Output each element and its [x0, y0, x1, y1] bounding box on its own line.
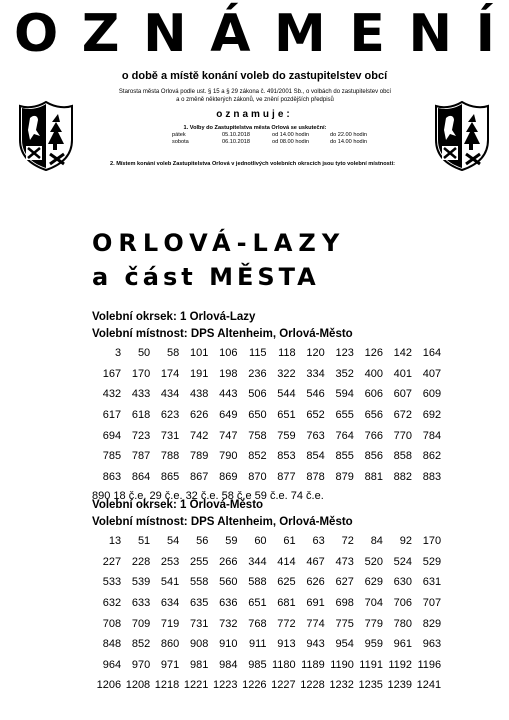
house-number: 142: [393, 347, 413, 360]
house-number: 1232: [329, 679, 354, 692]
house-number: 774: [306, 617, 325, 630]
house-number: 407: [422, 367, 442, 380]
section-okrsek: Volební okrsek: 1 Orlová-Město: [92, 499, 264, 511]
house-number: 708: [102, 617, 122, 630]
house-number: 878: [306, 470, 325, 483]
house-number: 1221: [183, 679, 209, 692]
house-number: 1235: [358, 679, 383, 692]
house-number: 959: [364, 638, 383, 651]
house-number: 633: [131, 597, 151, 610]
house-number: 115: [249, 347, 267, 360]
house-number: 858: [393, 450, 413, 463]
house-number: 870: [248, 470, 267, 483]
house-number: 1241: [416, 679, 442, 692]
date-value: 05.10.2018: [222, 132, 250, 138]
house-number: 747: [219, 429, 238, 442]
table-row: [92, 613, 441, 634]
house-number: 334: [306, 367, 325, 380]
house-number: 910: [219, 638, 238, 651]
house-number: 785: [102, 450, 122, 463]
house-number: 770: [393, 429, 413, 442]
house-number: 61: [283, 535, 296, 548]
house-number: 867: [190, 470, 209, 483]
house-number: 609: [422, 388, 442, 401]
house-number: 60: [254, 535, 267, 548]
house-number: 467: [306, 555, 325, 568]
house-number: 775: [335, 617, 354, 630]
address-number-table: [92, 343, 441, 487]
house-number: 853: [277, 450, 296, 463]
date-day: sobota: [172, 139, 189, 145]
house-number: 322: [277, 367, 296, 380]
house-number: 869: [219, 470, 238, 483]
house-number: 414: [277, 555, 296, 568]
house-number: 191: [190, 367, 209, 380]
house-number: 681: [277, 597, 296, 610]
house-number: 1189: [301, 658, 325, 671]
date-value: 06.10.2018: [222, 139, 250, 145]
house-number: 255: [190, 555, 209, 568]
section-okrsek: Volební okrsek: 1 Orlová-Lazy: [92, 311, 256, 323]
house-number: 72: [341, 535, 354, 548]
house-number: 618: [131, 409, 151, 422]
house-number: 1218: [154, 679, 180, 692]
house-number: 864: [131, 470, 151, 483]
house-number: 101: [190, 347, 209, 360]
house-number: 848: [102, 638, 122, 651]
house-number: 961: [393, 638, 413, 651]
address-number-table: [92, 531, 441, 696]
house-number: 3: [114, 347, 122, 360]
house-number: 56: [196, 535, 209, 548]
intro-text: [90, 88, 420, 104]
district-subtitle: a část MĚSTA: [92, 263, 320, 291]
house-number: 617: [102, 409, 122, 422]
house-number: 473: [335, 555, 354, 568]
headline-letter: M: [274, 4, 326, 64]
house-number: 198: [219, 367, 238, 380]
house-number: 438: [190, 388, 209, 401]
house-number: 1192: [388, 658, 413, 671]
house-number: 520: [364, 555, 383, 568]
house-number: 539: [131, 576, 151, 589]
house-number: 546: [306, 388, 325, 401]
house-number: 560: [219, 576, 238, 589]
house-number: 443: [219, 388, 238, 401]
headline-letter: N: [408, 4, 452, 64]
house-number: 344: [248, 555, 267, 568]
house-number: 106: [219, 347, 238, 360]
table-row: [92, 634, 441, 655]
house-number: 772: [277, 617, 296, 630]
house-number: 623: [160, 409, 180, 422]
house-number: 533: [102, 576, 122, 589]
house-number: 92: [399, 535, 413, 548]
house-number: 541: [160, 576, 180, 589]
house-number: 1180: [272, 658, 296, 671]
house-number: 732: [219, 617, 238, 630]
house-number: 981: [190, 658, 209, 671]
house-number: 1223: [212, 679, 238, 692]
house-number: 692: [422, 409, 442, 422]
house-number: 253: [160, 555, 180, 568]
house-number: 656: [364, 409, 383, 422]
intro-line: a o změně některých zákonů, ve znění pozdějších předpisů: [176, 97, 334, 103]
house-number: 1239: [387, 679, 413, 692]
house-number: 788: [160, 450, 180, 463]
house-number: 779: [364, 617, 383, 630]
house-number: 655: [335, 409, 354, 422]
table-row: [92, 552, 441, 573]
house-number: 707: [422, 597, 442, 610]
table-row: [92, 343, 441, 364]
house-number: 164: [422, 347, 442, 360]
table-row: [92, 675, 441, 696]
house-number: 626: [190, 409, 209, 422]
house-number: 652: [306, 409, 325, 422]
house-number: 1226: [242, 679, 267, 692]
house-number: 433: [131, 388, 151, 401]
announce-heading: oznamuje:: [216, 109, 293, 120]
house-number: 636: [219, 597, 238, 610]
date-to: do 14.00 hodin: [330, 139, 368, 145]
coat-of-arms-icon: [16, 100, 76, 172]
house-number: 913: [277, 638, 296, 651]
house-number: 764: [335, 429, 354, 442]
house-number: 706: [393, 597, 413, 610]
house-number: 352: [335, 367, 354, 380]
house-number: 855: [335, 450, 354, 463]
house-number: 651: [277, 409, 296, 422]
house-number: 266: [219, 555, 238, 568]
house-number: 704: [364, 597, 383, 610]
house-number: 13: [108, 535, 122, 548]
intro-line: Starosta města Orlová podle ust. § 15 a § 29 zákona č. 491/2001 Sb., o volbách do zastupitelstev obcí: [118, 89, 392, 95]
date-from: od 08.00 hodin: [272, 139, 310, 145]
house-number: 1190: [330, 658, 354, 671]
house-number: 766: [364, 429, 383, 442]
house-number: 594: [335, 388, 354, 401]
house-number: 1191: [359, 658, 383, 671]
house-number: 672: [393, 409, 413, 422]
date-to: do 22.00 hodin: [330, 132, 368, 138]
house-number: 877: [277, 470, 296, 483]
house-number: 787: [131, 450, 151, 463]
house-number: 784: [422, 429, 442, 442]
house-number: 651: [248, 597, 267, 610]
headline-letter: Í: [475, 4, 495, 64]
date-day: pátek: [172, 132, 186, 138]
election-dates: [130, 125, 380, 146]
house-number: 174: [160, 367, 180, 380]
house-number: 529: [422, 555, 442, 568]
house-number: 964: [102, 658, 122, 671]
house-number: 228: [131, 555, 151, 568]
table-row: [92, 467, 441, 488]
house-number: 719: [160, 617, 180, 630]
house-number: 63: [312, 535, 325, 548]
house-number: 1227: [271, 679, 296, 692]
house-number: 970: [131, 658, 151, 671]
house-number: 629: [364, 576, 383, 589]
table-row: [92, 531, 441, 552]
house-number: 709: [131, 617, 151, 630]
house-number: 118: [278, 347, 296, 360]
table-row: [92, 593, 441, 614]
house-number: 123: [335, 347, 354, 360]
house-number: 170: [422, 535, 442, 548]
house-number: 1206: [96, 679, 122, 692]
house-number: 558: [190, 576, 209, 589]
house-number: 626: [306, 576, 325, 589]
table-row: [92, 384, 441, 405]
date-row: [130, 139, 380, 146]
house-number: 588: [248, 576, 267, 589]
coat-of-arms-icon: [432, 100, 492, 172]
table-row: [92, 572, 441, 593]
headline: [0, 6, 509, 62]
house-number: 54: [167, 535, 180, 548]
house-number: 635: [190, 597, 209, 610]
house-number: 856: [364, 450, 383, 463]
house-number: 401: [393, 367, 413, 380]
house-number: 1208: [125, 679, 151, 692]
house-number: 790: [219, 450, 238, 463]
house-number: 881: [364, 470, 383, 483]
house-number: 167: [102, 367, 122, 380]
house-number: 1196: [417, 658, 442, 671]
house-number: 862: [422, 450, 442, 463]
house-number: 694: [102, 429, 122, 442]
house-number: 985: [248, 658, 267, 671]
house-number: 852: [131, 638, 151, 651]
house-number: 763: [306, 429, 325, 442]
house-number: 506: [248, 388, 267, 401]
house-number: 434: [160, 388, 180, 401]
house-number: 723: [131, 429, 151, 442]
house-number: 544: [277, 388, 296, 401]
house-number: 170: [131, 367, 151, 380]
house-number: 908: [190, 638, 209, 651]
house-number: 789: [190, 450, 209, 463]
house-number: 649: [219, 409, 238, 422]
date-row: [130, 132, 380, 139]
house-number: 971: [160, 658, 180, 671]
house-number: 51: [137, 535, 151, 548]
election-dates-title: 1. Volby do Zastupitelstva města Orlová se uskuteční:: [183, 125, 327, 131]
house-number: 943: [306, 638, 325, 651]
house-number: 607: [393, 388, 413, 401]
house-number: 882: [393, 470, 413, 483]
house-number: 860: [160, 638, 180, 651]
house-number: 1228: [300, 679, 325, 692]
house-number: 236: [248, 367, 267, 380]
house-number: 742: [190, 429, 209, 442]
house-number: 780: [393, 617, 413, 630]
house-number: 731: [160, 429, 180, 442]
house-number: 634: [160, 597, 180, 610]
table-row: [92, 425, 441, 446]
district-title: ORLOVÁ-LAZY: [92, 229, 346, 257]
house-number: 627: [335, 576, 354, 589]
house-number: 852: [248, 450, 267, 463]
house-number: 865: [160, 470, 180, 483]
house-number: 84: [370, 535, 383, 548]
house-number: 829: [422, 617, 442, 630]
polling-places-intro: 2. Místem konání voleb Zastupitelstva Orlová v jednotlivých volebních okrscích jsou tyto volební místnosti:: [110, 161, 396, 167]
headline-letter: E: [349, 4, 385, 64]
house-number: 854: [306, 450, 325, 463]
house-number: 59: [225, 535, 238, 548]
table-row: [92, 446, 441, 467]
table-row: [92, 655, 441, 676]
date-from: od 14.00 hodin: [272, 132, 310, 138]
house-number: 691: [306, 597, 325, 610]
house-number: 768: [248, 617, 267, 630]
house-number: 698: [335, 597, 354, 610]
section-mistnost: Volební místnost: DPS Altenheim, Orlová-Město: [92, 516, 353, 528]
headline-letter: O: [14, 4, 59, 64]
house-number: 625: [277, 576, 296, 589]
house-number: 963: [422, 638, 442, 651]
house-number: 227: [102, 555, 122, 568]
house-number: 400: [364, 367, 383, 380]
headline-letter: Z: [81, 4, 120, 64]
house-number: 879: [335, 470, 354, 483]
section-last-line: 890 18 č.e. 29 č.e. 32 č.e. 58 č.e 59 č.e. 74 č.e.: [92, 490, 324, 502]
headline-letter: Á: [210, 4, 251, 64]
section-mistnost: Volební místnost: DPS Altenheim, Orlová-Město: [92, 328, 353, 340]
house-number: 863: [102, 470, 122, 483]
house-number: 58: [167, 347, 180, 360]
house-number: 984: [219, 658, 238, 671]
house-number: 631: [422, 576, 442, 589]
house-number: 759: [277, 429, 296, 442]
house-number: 911: [249, 638, 267, 651]
house-number: 731: [190, 617, 209, 630]
table-row: [92, 364, 441, 385]
house-number: 432: [102, 388, 122, 401]
house-number: 606: [364, 388, 383, 401]
house-number: 120: [306, 347, 325, 360]
subtitle: o době a místě konání voleb do zastupitelstev obcí: [121, 70, 388, 82]
house-number: 630: [393, 576, 413, 589]
house-number: 758: [248, 429, 267, 442]
house-number: 954: [335, 638, 354, 651]
house-number: 126: [364, 347, 383, 360]
house-number: 883: [422, 470, 442, 483]
house-number: 50: [137, 347, 151, 360]
house-number: 524: [393, 555, 413, 568]
headline-letter: N: [143, 4, 187, 64]
house-number: 650: [248, 409, 267, 422]
house-number: 632: [102, 597, 122, 610]
table-row: [92, 405, 441, 426]
